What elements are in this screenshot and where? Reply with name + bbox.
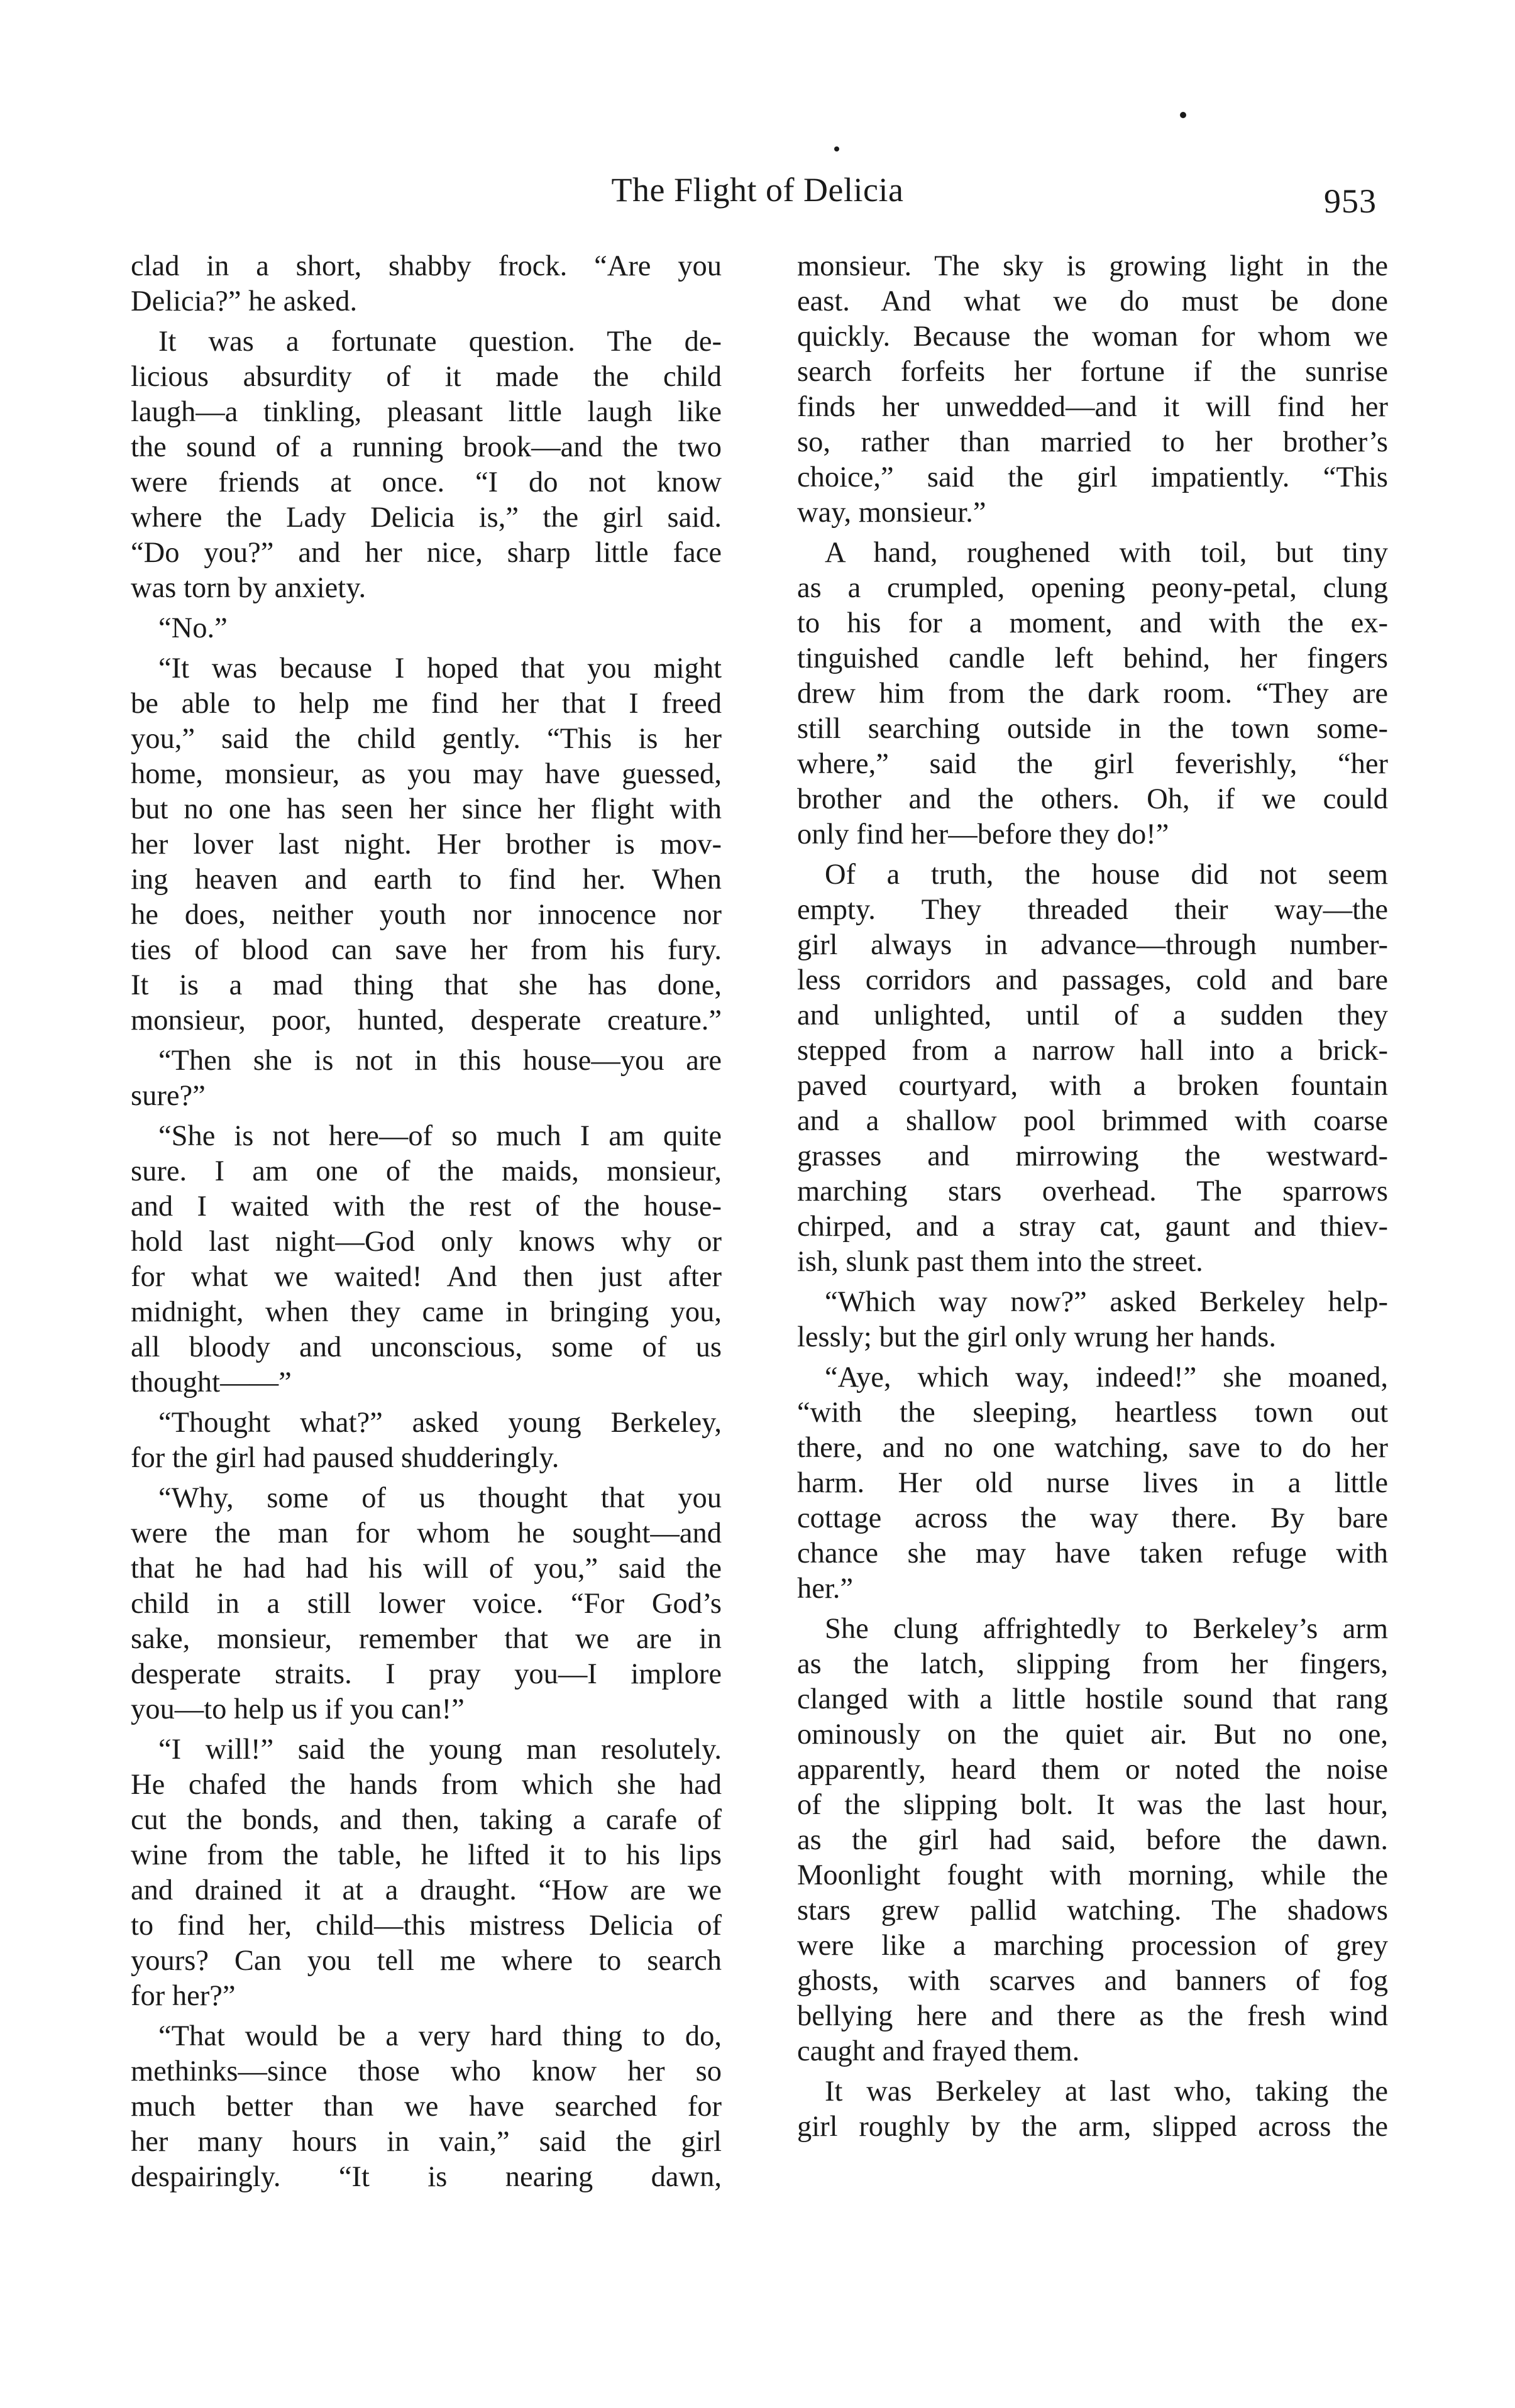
text-line: “Thought what?” asked young Berkeley,	[158, 1407, 722, 1439]
text-line: choice,” said the girl impatiently. “This	[797, 461, 1388, 493]
stray-ink-dot	[1180, 112, 1186, 118]
text-line: wine from the table, he lifted it to his lips	[131, 1839, 722, 1871]
text-line: lessly; but the girl only wrung her hands.	[797, 1321, 1276, 1353]
text-line: hold last night—God only knows why or	[131, 1226, 722, 1258]
text-line: and I waited with the rest of the house-	[131, 1190, 722, 1223]
text-line: for her?”	[131, 1980, 236, 2012]
text-line: sure?”	[131, 1080, 206, 1112]
text-line: east. And what we do must be done	[797, 285, 1388, 317]
text-line: ing heaven and earth to find her. When	[131, 864, 722, 896]
text-line: It was a fortunate question. The de-	[158, 326, 722, 358]
text-line: less corridors and passages, cold and bare	[797, 964, 1388, 996]
text-line: all bloody and unconscious, some of us	[131, 1331, 722, 1363]
text-line: thought——”	[131, 1366, 292, 1399]
text-line: stepped from a narrow hall into a brick-	[797, 1035, 1388, 1067]
text-line: girl always in advance—through number-	[797, 929, 1388, 961]
text-line: for the girl had paused shudderingly.	[131, 1442, 559, 1474]
text-line: chance she may have taken refuge with	[797, 1537, 1388, 1570]
text-line: were like a marching procession of grey	[797, 1930, 1388, 1962]
text-line: “Then she is not in this house—you are	[158, 1045, 722, 1077]
text-line: monsieur, poor, hunted, desperate creature.”	[131, 1004, 722, 1036]
text-line: still searching outside in the town some-	[797, 713, 1388, 745]
text-line: to his for a moment, and with the ex-	[797, 607, 1388, 639]
text-line: as the latch, slipping from her fingers,	[797, 1648, 1388, 1680]
text-line: despairingly. “It is nearing dawn,	[131, 2161, 722, 2193]
text-line: to find her, child—this mistress Delicia of	[131, 1910, 722, 1942]
text-line: Delicia?” he asked.	[131, 285, 358, 317]
text-line: Moonlight fought with morning, while the	[797, 1859, 1388, 1891]
text-line: laugh—a tinkling, pleasant little laugh like	[131, 396, 722, 428]
text-line: “No.”	[158, 612, 228, 644]
text-line: He chafed the hands from which she had	[131, 1769, 722, 1801]
running-head	[0, 165, 1515, 220]
text-line: apparently, heard them or noted the noise	[797, 1754, 1388, 1786]
text-line: as a crumpled, opening peony-petal, clung	[797, 572, 1388, 604]
text-line: chirped, and a stray cat, gaunt and thiev-	[797, 1211, 1388, 1243]
text-line: “Aye, which way, indeed!” she moaned,	[825, 1361, 1388, 1394]
text-line: search forfeits her fortune if the sunrise	[797, 356, 1388, 388]
text-line: grasses and mirrowing the westward-	[797, 1140, 1388, 1172]
text-line: marching stars overhead. The sparrows	[797, 1175, 1388, 1207]
text-line: methinks—since those who know her so	[131, 2055, 722, 2087]
text-line: sure. I am one of the maids, monsieur,	[131, 1155, 722, 1187]
text-line: home, monsieur, as you may have guessed,	[131, 758, 722, 790]
text-line: drew him from the dark room. “They are	[797, 678, 1388, 710]
text-line: stars grew pallid watching. The shadows	[797, 1894, 1388, 1927]
text-line: A hand, roughened with toil, but tiny	[825, 537, 1388, 569]
text-line: desperate straits. I pray you—I implore	[131, 1658, 722, 1690]
text-line: way, monsieur.”	[797, 497, 986, 529]
text-line: that he had had his will of you,” said the	[131, 1553, 722, 1585]
text-line: as the girl had said, before the dawn.	[797, 1824, 1388, 1856]
text-line: yours? Can you tell me where to search	[131, 1945, 722, 1977]
text-line: Of a truth, the house did not seem	[825, 859, 1388, 891]
right-text-column	[797, 249, 1388, 2145]
text-line: and unlighted, until of a sudden they	[797, 999, 1388, 1031]
text-line: ominously on the quiet air. But no one,	[797, 1718, 1388, 1751]
text-line: cut the bonds, and then, taking a carafe of	[131, 1804, 722, 1836]
text-line: her many hours in vain,” said the girl	[131, 2126, 722, 2158]
text-line: “Do you?” and her nice, sharp little face	[131, 537, 722, 569]
text-line: “It was because I hoped that you might	[158, 652, 722, 684]
text-line: tinguished candle left behind, her fingers	[797, 642, 1388, 674]
text-line: paved courtyard, with a broken fountain	[797, 1070, 1388, 1102]
text-line: but no one has seen her since her flight with	[131, 793, 722, 825]
text-line: there, and no one watching, save to do her	[797, 1432, 1388, 1464]
text-line: brother and the others. Oh, if we could	[797, 783, 1388, 815]
text-line: “I will!” said the young man resolutely.	[158, 1734, 722, 1766]
text-line: “Why, some of us thought that you	[158, 1482, 722, 1514]
text-line: her lover last night. Her brother is mov-	[131, 828, 722, 860]
text-line: her.”	[797, 1573, 854, 1605]
text-line: clanged with a little hostile sound that rang	[797, 1683, 1388, 1715]
text-line: so, rather than married to her brother’s	[797, 426, 1388, 458]
text-line: ish, slunk past them into the street.	[797, 1246, 1203, 1278]
text-line: finds her unwedded—and it will find her	[797, 391, 1388, 423]
stray-ink-dot	[834, 146, 839, 151]
text-line: “with the sleeping, heartless town out	[797, 1397, 1388, 1429]
text-line: ghosts, with scarves and banners of fog	[797, 1965, 1388, 1997]
text-line: She clung affrightedly to Berkeley’s arm	[825, 1613, 1388, 1645]
text-line: empty. They threaded their way—the	[797, 894, 1388, 926]
text-line: where,” said the girl feverishly, “her	[797, 748, 1388, 780]
text-line: where the Lady Delicia is,” the girl said.	[131, 502, 722, 534]
text-line: and drained it at a draught. “How are we	[131, 1874, 722, 1906]
running-title: The Flight of Delicia	[611, 171, 904, 209]
text-line: girl roughly by the arm, slipped across the	[797, 2111, 1388, 2143]
text-line: you—to help us if you can!”	[131, 1693, 465, 1725]
text-line: licious absurdity of it made the child	[131, 361, 722, 393]
text-line: clad in a short, shabby frock. “Are you	[131, 250, 722, 282]
text-line: bellying here and there as the fresh wind	[797, 2000, 1388, 2032]
text-line: ties of blood can save her from his fury.	[131, 934, 722, 966]
text-line: he does, neither youth nor innocence nor	[131, 899, 722, 931]
text-line: child in a still lower voice. “For God’s	[131, 1588, 722, 1620]
text-line: sake, monsieur, remember that we are in	[131, 1623, 722, 1655]
page-number: 953	[1324, 182, 1377, 220]
text-line: you,” said the child gently. “This is her	[131, 723, 722, 755]
text-line: quickly. Because the woman for whom we	[797, 321, 1388, 353]
text-line: It was Berkeley at last who, taking the	[825, 2075, 1388, 2108]
text-line: were the man for whom he sought—and	[131, 1517, 722, 1549]
text-line: for what we waited! And then just after	[131, 1261, 722, 1293]
text-line: only find her—before they do!”	[797, 818, 1169, 850]
text-line: was torn by anxiety.	[131, 572, 366, 604]
text-line: “That would be a very hard thing to do,	[158, 2020, 722, 2052]
text-line: monsieur. The sky is growing light in the	[797, 250, 1388, 282]
text-line: much better than we have searched for	[131, 2091, 722, 2123]
text-line: of the slipping bolt. It was the last hour,	[797, 1789, 1388, 1821]
text-line: “She is not here—of so much I am quite	[158, 1120, 722, 1152]
text-line: caught and frayed them.	[797, 2035, 1080, 2067]
text-line: It is a mad thing that she has done,	[131, 969, 722, 1001]
text-line: cottage across the way there. By bare	[797, 1502, 1388, 1534]
text-line: and a shallow pool brimmed with coarse	[797, 1105, 1388, 1137]
text-line: were friends at once. “I do not know	[131, 466, 722, 498]
text-line: harm. Her old nurse lives in a little	[797, 1467, 1388, 1499]
text-line: midnight, when they came in bringing you,	[131, 1296, 722, 1328]
text-line: be able to help me find her that I freed	[131, 688, 722, 720]
text-line: the sound of a running brook—and the two	[131, 431, 722, 463]
left-text-column	[131, 249, 722, 2195]
text-line: “Which way now?” asked Berkeley help-	[825, 1286, 1388, 1318]
